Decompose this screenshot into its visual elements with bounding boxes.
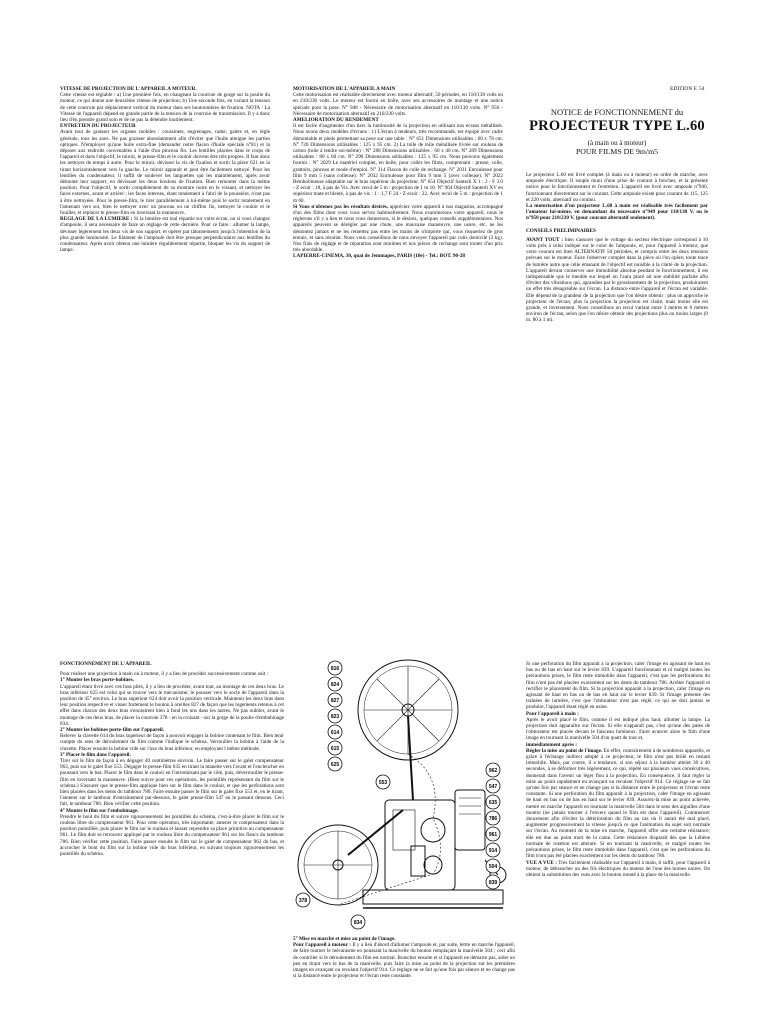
drive-sprocket [421,818,445,842]
callout-label: 827 [330,697,340,704]
column-motorisation [293,86,503,260]
paragraph: Relever la clavette 614 du bras supérieur de façon à pouvoir engager la bobine contenant le film. Bien tenir compte du sens de déroulement du film comme l'indique le schéma. Verrouiller la bobine à l'aide de la clavette. Placer ensuite la bobine vide sur l'axe du bras inférieur, en employant l même méthode. [60,733,284,752]
paragraph: En effet, contrairement à de nombreux appareils, et grâce à l'échange indirect adopté à ce projecteur, le film n'est pas brûlé en restant immobile. Mais, par contre, il a tendance, si son séjour à la lumière atteint 30 à 40 secondes, à se déformer très légèrement, ce qui, répété sur plusieurs vues consécutives, donnerait dans l'avenir un léger flou à la projection. En conséquence, il faut régler la mise au point rapidement en avançant ou reculant l'objectif 914. Ce réglage ne se fait qu'une fois par séance et ne change pas si la distance entre le projecteur et l'écran reste constante. Si une perforation du film apparaît à la projection, caler l'image en agissant de haut en bas ou de bas en haut sur le levier 839. Assurez-la mise au point achevée, mettre en marche l'appareil en tournant la manivelle 504 dans le sens des aiguilles d'une montre (ne jamais tourner à l'envers quand le film est dans l'appareil). Commencer doucement afin d'éviter la détérioration du film au cas où il aurait été mal placé, augmenter progressivement la vitesse jusqu'à ce que l'animation du sujet soit normale sur l'écran. Au moment de la mise en marche, l'appareil offre une certaine résistance; elle est due au point mort de la came. Cette résistance disparaît dès que la Lébène normale de rotation est atteinte. Si en tournant la manivelle, et malgré toutes les précautions prises, le film reste immobile dans l'appareil, c'est que les perforations du film n'ont pas été placées exactement sur les dents du tambour 786. [526,747,710,860]
paragraph: Tirer sur le film de façon à en dégager 40 centimètres environ. Le faire passer sur le galet compensateur 962, puis sur le galet fixe 553. Dégager le presse-film 635 en tirant la manette vers l'avant et l'enclencher en poussant vers le bas. Placer le film dans le couloir en l'introduisant par le côté, puis, déverrouiller le presse-film en inversant la manœuvre. (Bien suivre pour ces opérations, les pointillés représentant du film sur le schéma.) S'assurer que le presse-film applique bien sur le film dans le couloir, et que les perforations sont bien placées dans les dents du tambour 786. Faire ensuite passer le film sur le galet fixe 553 et, en le tirant, l'amener sur le tambour d'entraînement par-dessous, le galet presse-film 547 en le passant dessous. Ceci fait, le tambour 786. Bien vérifier cette position. [60,758,284,808]
callout-label: 834 [353,919,363,926]
callout-label: 961 [488,831,498,838]
heading-maintenance: ENTRETIEN DU PROJECTEUR [60,123,136,130]
edition-label: EDITION F. 54 [670,86,705,92]
film-path [338,754,441,905]
paragraph: Si une perforation du film apparaît à la projection, caler l'image en agissant de haut en bas ou de bas en haut sur le levier 839. L'appareil fonctionnant et ni malgré toutes les précautions prises, le film reste immobile dans l'appareil, c'est que les perforations du film n'ont pas été placées exactement sur les dents du tambour 786. Arrêter l'appareil et rectifier le placement du film. Si la projection apparaît à la projection, caler l'image en agissant de haut en bas ou de bas en haut sur le levier 839. Si l'image présente des traînées de lumière, c'est que l'obturateur n'est pas réglé, ce qui ne doit jamais se produire, l'appareil étant réglé en usine. [526,661,710,711]
heading-first-of-all: AVANT TOUT : [526,236,563,243]
paragraph: Avant tout de graisser les organes mobiles : coussinets, engrenages, came, galets et, en règle générale, tous les axes. Ne pas graisser abondamment afin d'éviter que l'huile atteigne les parties optiques. N'employer qu'une huile extra-fine (demander notre flacon d'huile spéciale n°81) et la déposer aux endroits convenables à l'aide d'un pinceau fin. Les lentilles placées dans le corps de l'appareil et dans l'objectif, le miroir, le presse-film et le couloir doivent être très propres. Il faut donc les nettoyer de temps à autre. Pour le miroir, dévisser la vis de fixation et sortir la pièce 621 en la tirant horizontalement vers la gauche. Le miroir apparaît et peut être facilement nettoyé. Pour les lentilles du condensateur, il suffit de soulever les languettes qui les maintiennent, après avoir démonté leur support, en dévissant les deux boulons de fixation. Bien remonter dans la même position. Pour l'objectif, le sortir complètement de sa monture noire en le vissant, et nettoyer les faces externes, avant et arrière ; les faces internes, étant totalement à l'abri de la poussière, n'ont pas à être nettoyées. Pour le presse-film, le tirer parallèlement à lui-même puis le sortir totalement en l'amenant vers soi, bien le nettoyer avec un pinceau ou un chiffon fin, nettoyer le couloir et le fouiller, et replacer le presse-film en inversant la manœuvre. [60,129,270,217]
heading-motorisation: MOTORISATION DE L'APPAREIL A MAIN [293,86,396,92]
heading-improvement: AMELIORATION DU RENDEMENT [293,117,379,124]
callout-label: 378 [298,897,308,904]
heading-focus: Régler la mise au point de l'image. [526,747,603,754]
callout-label: 625 [330,761,340,768]
column-start-focus [293,936,515,979]
paragraph: Prendre le bout du film et suivre rigoureusement les pointillés du schéma, c'est-à-dire placer le film sur le rouleau libre du compensateur 961. Pour cette opération, très importante, amener le compensateur dans la position pointillée, puis placer le film sur le rouleau et laisser reprendre sa place primitive au compensateur 961. Le film doit se retrouver appliqué par le rouleau libre du compensateur 961 sur les flancs du tambour 786. Bien vérifier cette position. Faire passer ensuite le film sur le galet de compensateur 962 du bas, et accrocher le bout du film sur la bobine vide du bras inférieur, en suivant toujours rigoureusement les pointillés du schéma. [60,813,284,858]
callout-label: 553 [378,779,388,786]
projector-diagram [293,650,515,934]
column-introduction [526,172,708,324]
callout-label: 615 [330,745,340,752]
step-2-heading: 2° Monter les bobines porte-film sur l'appareil. [60,727,164,734]
callout-label: 504 [488,863,498,870]
objective-lens [411,846,425,876]
paragraph: Le projecteur L.60 est livré complet (à main ou à moteur) en ordre de marche, avec ampoule électrique. Il souple muni d'une prise de courant à broches, et la présente notice pour le fonctionnement et l'entretien. L'appareil est livré avec ampoule n°940, fonctionnant directement sur le courant. Cette ampoule existe pour courant de 115, 125 et 220 volts, alternatif ou continu. [526,172,708,203]
paragraph: Après le avoir placé le film, comme il est indiqué plus haut, allumer la lampe. La projection doit apparaître sur l'écran. Si elle n'apparaît pas, c'est qu'une des pales de l'obturateur est placée devant le faisceau lumineux. Faire avancer alors le film d'une image en tournant la manivelle 504 d'un quart de tour et, [526,716,710,742]
heading-operation: FONCTIONNEMENT DE L'APPAREIL [60,661,152,667]
callout-label: 823 [330,713,340,720]
paragraph: Pour réaliser une projection à main ou à moteur, il y a lieu de procéder successivement comme suit : [60,671,268,678]
callout-label: 914 [488,847,498,854]
upper-arm [408,716,413,800]
product-title: PROJECTEUR TYPE L.60 [529,118,705,134]
subtitle-film: POUR FILMS DE 9m/m5 [575,147,659,156]
paragraph: Très facilement réalisable sur l'appareil à main, il suffit, pour l'appareil à moteur, de débrancher un des fils électriques du moteur de l'une des bornes noires. On obtient la substitution des vues avec le bouton monté à la place de la manivelle. [526,859,710,878]
heading-frame-by-frame: VUE A VUE : [526,859,557,866]
motorisation-note: La motorisation d'un projecteur L.60 à main est réalisable très facilement par l'amateur lui-même, en demandant du nécessaire n°949 pour 110/130 V. ou le n°950 pour 210/230 V. (pour courant alternatif seulement). [526,203,708,222]
paragraph: L'appareil étant livré avec ces bras pliés, il y a lieu de procéder, avant tout, au montage de ces deux bras. Le bras inférieur 625 est celui qui se trouve vers le mécanisme; le pousser vers le socle de l'appareil dans la position de 45° environ. Le bras supérieur 624 doit avoir la position verticale. Maintenir les deux bras dans leur position respective et visser fortement le bouton à oreilles 827 de façon que les logements retenus à cet effet dans chacun des deux bras s'encastrent bien à fond les uns dans les autres. Ne pas oublier, avant le montage de ces deux bras, de placer la courroie 378 - en la croisant - sur la gorge de la poulie d'embobinage 834. [60,683,284,727]
heading-projection-speed: VITESSE DE PROJECTION DE L'APPAREIL A MOTEUR. [60,86,197,92]
callout-label: 635 [488,799,498,806]
paragraph: appréciez votre appareil à nos magasins, accompagné d'un des films dont vous vous servez habituellement. Nous examinerons votre appareil, nous le réglerons s'il y a lieu et nous vous donnerons, si le désirez, quelques conseils supplémentaires. Nos appareils peuvent se dérégler par une chute, une mauvaise manœuvre, une usure, etc. ne les démontez jamais et ne les remettez pas entre les mains de n'importe qui, vous risqueriez de gros ennuis, et sans résultat. Nous vous conseillons de nous envoyer l'appareil par colis domicile (3 kg). Nos frais de réglage et de réparation sont minimes et nos pièces de rechange sont toutes d'un prix très abordable. [293,203,504,254]
step-4-heading: 4° Monter le film sur l'embobinage. [60,807,139,814]
paragraph: Il est facile d'augmenter d'un tiers la luminosité de la projection en utilisant nos écrans métallisés. Nous avons deux modèles d'écrans : 1) L'écran à tendeurs, très recommandé, est équipé avec cadre démontable et pieds permettant sa pose sur une table : N° 651 Dimensions utilisables : 60 x 78 cm. N° 720 Dimensions utilisables : 125 x 95 cm. 2) La toile de toile métallisée livrée sur rouleau de carton (toile à tendre soi-même) : N° 288 Dimensions utilisables : 60 x 40 cm. N° 289 Dimensions utilisables : 80 x 60 cm. N° 290 Dimensions utilisables : 125 x 95 cm. Nous pouvons également fournir : N° 2029 Le matériel complet, en boîte, pour coller les films, comprenant : presse, colle, grattoirs, pinceau et mode d'emploi. N° 314 Flacon de colle de rechange. N° 2031 Enrouleuse pour film 9 mm 5 (sans colleuse). N° 2032 Enrouleuse pour film 9 mm 5 (avec colleuse). N° 2022 Rembobineuse adaptable sur le bras supérieur du projecteur. N° 654 Objectif Santerli X 1 : 2 - F 3.0 - Z ecuir : 18, à pas de Vis. Avec recul de 5 m : projection de 1 m 10. N° 964 Objectif Santerli XV en supérieur mate et bleuté, à pas de vis : 1 : 1,7 F 24 - Z ecuir : 22. Avec recul de 5 m : projection de 1 m 60. [293,123,503,204]
notice-title: NOTICE de FONCTIONNEMENT du [550,107,684,117]
callout-label: 839 [488,879,498,886]
paragraph: Cette vitesse est réglable : a) Une première fois, en changeant la courroie de gorge sur la poulie du moteur, ce qui donne une deuxième vitesse de projection; b) Une seconde fois, en variant la tension de cette courroie par déplacement vertical du moteur dans ses boutonnières de fixation. NOTA : La Vitesse de l'appareil dépend en grande partie de la tension de la courroie de transmission. Il y à donc lieu d'en prendre grand soin et de ne pas la détendre inutilement. [60,92,270,124]
heading-immediately: immédiatement après : [526,741,577,748]
heading-hand-device: Pour l'appareil à main : [526,710,579,717]
callout-label: 962 [488,767,498,774]
lower-arm [348,810,403,855]
column-adjustments [526,661,710,878]
paragraph: Cette motorisation est réalisable directement avec moteur alternatif, 50 périodes, en 110/130 volts ou en 210/230 volts. Le moteur est fourni en boîte, avec ses accessoires de montage et une notice spéciale pour la pose. N° 948 - Nécessaire de motorisation alternatif en 110/130 volts. N° 950 - Nécessaire de motorisation alternatif en 210/230 volts. [293,92,503,117]
projector-base [363,890,503,904]
paragraph: bien s'assurer que le voltage du secteur électrique correspond à 10 volts près à celui indiqué sur le culot de l'ampoule, et, pour l'appareil à moteur, que votre courant est bien ALTERNATIF 50 périodes, et compris entre les deux tensions prévues sur le moteur. Faire l'observer complet dans la pièce où l'on opère; toute trace de lumière autre que celle émanant de l'objectif est nuisible à la clarté de la projection. L'appareil devant conserver une immobilité absolue pendant le fonctionnement, il est indispensable que le meuble sur lequel on l'aura placé ait une stabilité parfaite afin d'éviter des vibrations qui, agrandies par le grossissement de la projection, produiraient un effet très désagréable sur l'écran. La distance entre l'appareil et l'écran est variable. Elle dépend de la grandeur de la projection que l'on désire obtenir : plus on approche le projecteur de l'écran, plus la projection la projection est claire, mais moins elle est grande, et inversement. Nous conseillons un recul variant entre 3 mètres et 6 mètres environ de l'écran, selon que l'on désire obtenir des projections plus ou moins larges (0 m. 80 à 1 m). [526,236,708,324]
company-address: LAPIERRE-CINEMA, 30, quai de Jemmapes, PARIS (10e) - Tel.: BOT. 90-28 [293,253,466,260]
paragraph: Il y a lieu d'abord d'allumer l'ampoule et, par suite, lettre en marche l'appareil, de faire tourner le mécanisme en poussant la manivelle du bouton remplaçant la manivelle 504 ; ceci afin de contrôler si le déroulement du film est normal. Brancher ensuite et si l'appareil ne démarre pas, aider un peu en tirant vers le bas de la manivelle, puis faire la mise au point de la projection sur les premières images en avançant ou reculant l'objectif 914. Ce réglage ne se fait qu'une fois par séance et ne change pas si la distance entre le projecteur et l'écran reste constante. [293,942,516,980]
step-3-heading: 3° Placer le film dans l'appareil. [60,751,131,758]
callout-label: 786 [488,815,498,822]
callout-label: 547 [488,783,498,790]
heading-light-adjust: REGLAGE DE LA LUMIERE : [60,216,133,223]
callout-label: 824 [330,681,340,688]
callout-labels [296,661,500,929]
column-projection-speed [60,86,270,253]
paragraph: Si la lumière est mal répartie sur votre écran, ou si vous changez d'ampoule, il sera nécessaire de faire un réglage de cette dernière. Pour ce faire : allumer la lampe, dévisser légèrement les deux vis de son support, et opérer par tâtonnements jusqu'à l'obtention de la plus grande luminosité. Le filament de l'ampoule doit être presque perpendiculaire aux lentilles du condensateur. Après avoir obtenu une lumière régulièrement répartie, bloquer les vis du support de lampe. [60,216,270,254]
subtitle-power: (à main ou à moteur) [587,139,647,147]
step-5-heading: 5° Mise en marche et mise au point de l'image. [293,936,396,942]
callout-label: 816 [330,665,340,672]
heading-preliminary: CONSEILS PRELIMINAIRES [526,227,596,234]
lamp-house [455,790,485,850]
heading-results: Si Vous n'obtenez pas les résultats désirés, [293,203,389,210]
callout-label: 614 [330,729,340,736]
heading-motor-device: Pour l'appareil à moteur : [293,942,351,949]
column-operation [60,661,284,857]
step-1-heading: 1° Monter les bras porte-bobines. [60,677,134,684]
